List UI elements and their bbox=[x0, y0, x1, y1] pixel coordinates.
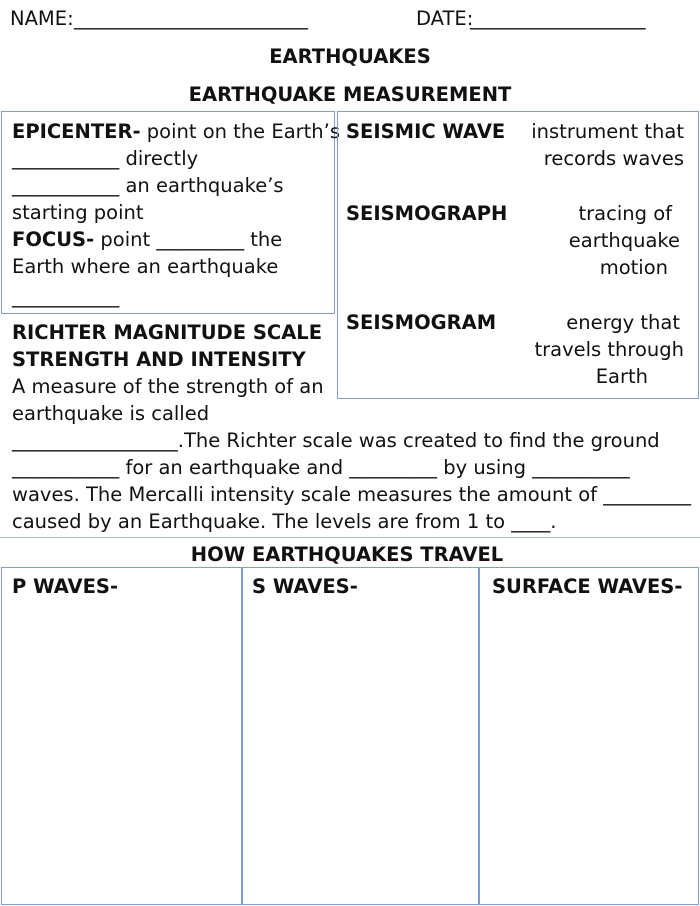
definition-1-line-1: instrument that bbox=[531, 120, 684, 143]
epicenter-text-1: point on the Earth’s bbox=[140, 120, 341, 143]
date-blank[interactable]: __________________ bbox=[470, 7, 646, 30]
richter-text-1: A measure of the strength of an bbox=[12, 375, 324, 398]
epicenter-line-3[interactable]: ___________ an earthquake’s bbox=[12, 174, 284, 197]
date-label: DATE: bbox=[416, 7, 474, 30]
term-seismogram: SEISMOGRAM bbox=[346, 311, 497, 334]
name-blank[interactable]: ________________________ bbox=[74, 7, 308, 30]
page-title: EARTHQUAKES bbox=[269, 45, 431, 68]
richter-text-4[interactable]: ___________ for an earthquake and _________ by using __________ bbox=[12, 456, 630, 479]
term-seismograph: SEISMOGRAPH bbox=[346, 202, 508, 225]
definition-3-line-1: energy that bbox=[566, 311, 680, 334]
epicenter-line-4: starting point bbox=[12, 201, 144, 224]
definition-1-line-2: records waves bbox=[543, 147, 684, 170]
epicenter-line-2[interactable]: ___________ directly bbox=[12, 147, 199, 170]
p-waves-label: P WAVES- bbox=[12, 575, 119, 598]
travel-heading: HOW EARTHQUAKES TRAVEL bbox=[190, 543, 504, 566]
definition-3-line-3: Earth bbox=[595, 365, 648, 388]
epicenter-term: EPICENTER- bbox=[12, 120, 141, 143]
s-waves-label: S WAVES- bbox=[252, 575, 358, 598]
definition-3-line-2: travels through bbox=[534, 338, 684, 361]
name-label: NAME: bbox=[10, 7, 74, 30]
term-seismic-wave: SEISMIC WAVE bbox=[346, 120, 506, 143]
epicenter-line-1 bbox=[12, 118, 340, 145]
surface-waves-box[interactable] bbox=[479, 567, 699, 905]
section-title-measurement: EARTHQUAKE MEASUREMENT bbox=[188, 83, 512, 106]
richter-heading: RICHTER MAGNITUDE SCALE bbox=[12, 321, 323, 344]
strength-intensity-heading: STRENGTH AND INTENSITY bbox=[12, 348, 306, 371]
richter-text-6[interactable]: caused by an Earthquake. The levels are from 1 to ____. bbox=[12, 510, 557, 533]
richter-text-3[interactable]: _________________.The Richter scale was created to find the ground bbox=[12, 429, 660, 452]
s-waves-box[interactable] bbox=[242, 567, 479, 905]
focus-line-2: Earth where an earthquake bbox=[12, 255, 279, 278]
focus-text-1[interactable]: point _________ the bbox=[94, 228, 283, 251]
richter-text-5[interactable]: waves. The Mercalli intensity scale measures the amount of _________ bbox=[12, 483, 691, 506]
definition-2-line-1: tracing of bbox=[578, 202, 672, 225]
definition-2-line-2: earthquake bbox=[568, 229, 680, 252]
focus-term: FOCUS- bbox=[12, 228, 95, 251]
surface-waves-label: SURFACE WAVES- bbox=[492, 575, 683, 598]
richter-text-2: earthquake is called bbox=[12, 402, 210, 425]
focus-line-3[interactable]: ___________ bbox=[12, 285, 120, 308]
definition-2-line-3: motion bbox=[599, 256, 668, 279]
section-divider bbox=[0, 537, 700, 538]
p-waves-box[interactable] bbox=[1, 567, 242, 905]
focus-line-1[interactable] bbox=[12, 226, 282, 253]
